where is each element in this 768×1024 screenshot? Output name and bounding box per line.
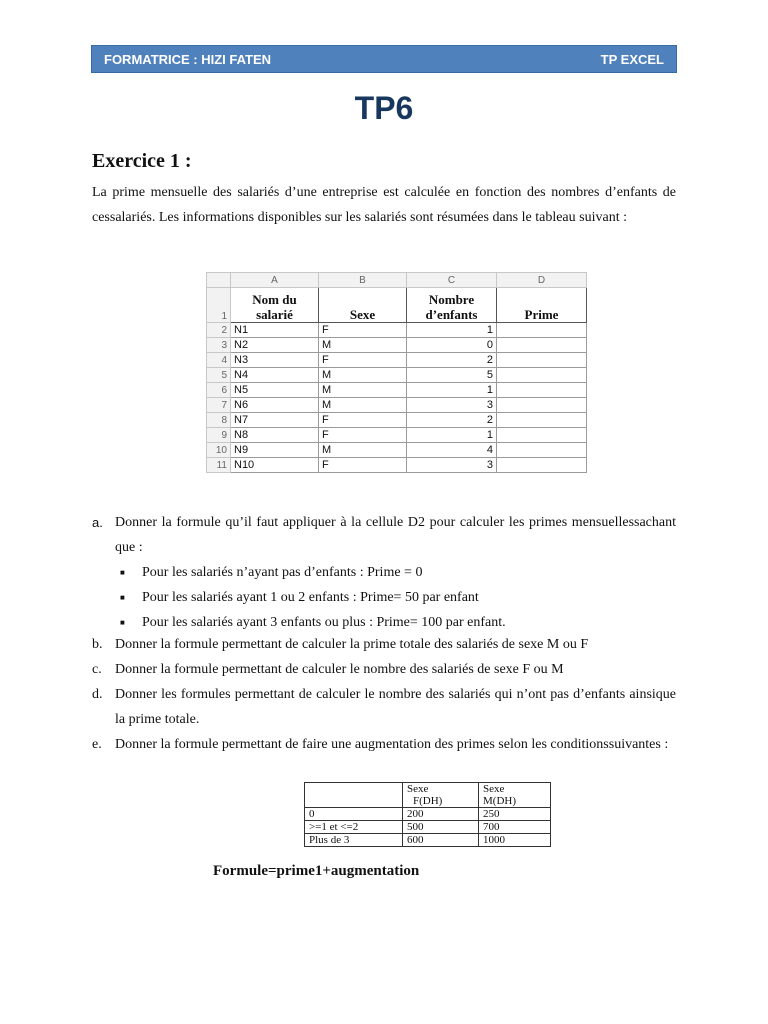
rule-text: Pour les salariés ayant 1 ou 2 enfants : Prime= 50 par enfant	[142, 590, 479, 605]
cell-children: 1	[407, 323, 497, 338]
table-row	[305, 808, 551, 821]
column-letter: D	[497, 273, 587, 288]
cell-name: N2	[231, 338, 319, 353]
cell-condition: Plus de 3	[305, 834, 403, 847]
question-text: Donner la formule permettant de faire une augmentation des primes selon les conditionssuivantes :	[115, 737, 669, 752]
cell-name: N4	[231, 368, 319, 383]
question-e	[92, 732, 676, 757]
cell-female: 600	[403, 834, 479, 847]
bonus-rules-list	[92, 560, 676, 632]
list-item	[120, 560, 676, 585]
cell-children: 2	[407, 413, 497, 428]
cell-children: 3	[407, 458, 497, 473]
row-number: 2	[207, 323, 231, 338]
rule-text: Pour les salariés ayant 3 enfants ou plus : Prime= 100 par enfant.	[142, 615, 506, 630]
header-line: M(DH)	[483, 795, 516, 807]
cell-bonus	[497, 458, 587, 473]
augmentation-table	[304, 782, 551, 847]
page-title: TP6	[354, 90, 414, 126]
augmentation-header-row	[305, 783, 551, 808]
cell-bonus	[497, 368, 587, 383]
corner-cell	[207, 273, 231, 288]
cell-bonus	[497, 353, 587, 368]
question-label: d.	[92, 687, 103, 702]
cell-name: N1	[231, 323, 319, 338]
cell-bonus	[497, 383, 587, 398]
table-row	[305, 834, 551, 847]
question-d	[92, 682, 676, 732]
cell-children: 3	[407, 398, 497, 413]
square-bullet-icon: ■	[120, 618, 125, 627]
cell-bonus	[497, 338, 587, 353]
question-label: e.	[92, 737, 102, 752]
square-bullet-icon: ■	[120, 568, 125, 577]
row-number: 9	[207, 428, 231, 443]
row-number: 8	[207, 413, 231, 428]
questions-list	[92, 510, 676, 757]
cell-children: 1	[407, 428, 497, 443]
cell-condition: 0	[305, 808, 403, 821]
cell-bonus	[497, 413, 587, 428]
column-header-row	[207, 273, 587, 288]
question-text: Donner la formule permettant de calculer la prime totale des salariés de sexe M ou F	[115, 637, 589, 652]
header-line: Sexe	[483, 783, 505, 795]
cell-name: N5	[231, 383, 319, 398]
header-subject: TP EXCEL	[600, 51, 664, 67]
header-line: Sexe	[407, 783, 429, 795]
header-female	[403, 783, 479, 808]
cell-name: N10	[231, 458, 319, 473]
cell-sex: M	[319, 443, 407, 458]
table-row	[207, 368, 587, 383]
cell-female: 500	[403, 821, 479, 834]
header-name: Nom du salarié	[231, 288, 319, 323]
cell-male: 700	[479, 821, 551, 834]
table-row	[207, 428, 587, 443]
cell-children: 2	[407, 353, 497, 368]
cell-sex: F	[319, 323, 407, 338]
cell-male: 1000	[479, 834, 551, 847]
header-trainer: FORMATRICE : HIZI FATEN	[104, 51, 272, 67]
cell-condition: >=1 et <=2	[305, 821, 403, 834]
row-number: 7	[207, 398, 231, 413]
cell-bonus	[497, 443, 587, 458]
question-a	[92, 510, 676, 560]
cell-bonus	[497, 398, 587, 413]
question-b	[92, 632, 676, 657]
column-letter: B	[319, 273, 407, 288]
header-male	[479, 783, 551, 808]
row-number: 1	[207, 288, 231, 323]
table-row	[207, 338, 587, 353]
exercise-title: Exercice 1 :	[92, 150, 192, 172]
header-line: F(DH)	[413, 795, 443, 807]
cell-children: 1	[407, 383, 497, 398]
cell-sex: M	[319, 368, 407, 383]
question-label: a.	[92, 515, 103, 530]
rule-text: Pour les salariés n’ayant pas d’enfants : Prime = 0	[142, 565, 423, 580]
table-row	[207, 413, 587, 428]
formula-text: Formule=prime1+augmentation	[213, 863, 420, 879]
row-number: 10	[207, 443, 231, 458]
table-row	[207, 398, 587, 413]
cell-name: N9	[231, 443, 319, 458]
cell-sex: M	[319, 383, 407, 398]
cell-name: N6	[231, 398, 319, 413]
cell-children: 0	[407, 338, 497, 353]
cell-children: 4	[407, 443, 497, 458]
table-row	[207, 443, 587, 458]
table-row	[207, 458, 587, 473]
row-number: 11	[207, 458, 231, 473]
list-item	[120, 610, 676, 632]
question-text: Donner la formule permettant de calculer le nombre des salariés de sexe F ou M	[115, 662, 564, 677]
cell-sex: F	[319, 413, 407, 428]
cell-bonus	[497, 428, 587, 443]
list-item	[120, 585, 676, 610]
header-sex: Sexe	[319, 288, 407, 323]
empty-cell	[305, 783, 403, 808]
cell-sex: M	[319, 338, 407, 353]
cell-bonus	[497, 323, 587, 338]
table-row	[207, 383, 587, 398]
column-letter: A	[231, 273, 319, 288]
cell-sex: F	[319, 353, 407, 368]
table-row	[207, 353, 587, 368]
cell-name: N3	[231, 353, 319, 368]
cell-name: N7	[231, 413, 319, 428]
question-label: b.	[92, 637, 103, 652]
question-label: c.	[92, 662, 102, 677]
cell-male: 250	[479, 808, 551, 821]
question-text: Donner les formules permettant de calculer le nombre des salariés qui n’ont pas d’enfants ainsique la prime totale.	[115, 687, 676, 727]
header-bar	[91, 45, 677, 73]
cell-sex: M	[319, 398, 407, 413]
column-letter: C	[407, 273, 497, 288]
cell-female: 200	[403, 808, 479, 821]
cell-name: N8	[231, 428, 319, 443]
cell-sex: F	[319, 428, 407, 443]
header-children: Nombre d’enfants	[407, 288, 497, 323]
cell-sex: F	[319, 458, 407, 473]
question-text: Donner la formule qu’il faut appliquer à la cellule D2 pour calculer les primes mensuellessachant que :	[115, 515, 676, 555]
table-row	[207, 323, 587, 338]
square-bullet-icon: ■	[120, 593, 125, 602]
row-number: 5	[207, 368, 231, 383]
employee-spreadsheet	[206, 272, 587, 473]
table-header-row	[207, 288, 587, 323]
intro-paragraph: La prime mensuelle des salariés d’une entreprise est calculée en fonction des nombres d’enfants de cessalariés. Les informations disponibles sur les salariés sont résumées dans le tableau suivant :	[92, 185, 676, 225]
row-number: 3	[207, 338, 231, 353]
question-c	[92, 657, 676, 682]
row-number: 4	[207, 353, 231, 368]
header-bonus: Prime	[497, 288, 587, 323]
cell-children: 5	[407, 368, 497, 383]
table-row	[305, 821, 551, 834]
row-number: 6	[207, 383, 231, 398]
